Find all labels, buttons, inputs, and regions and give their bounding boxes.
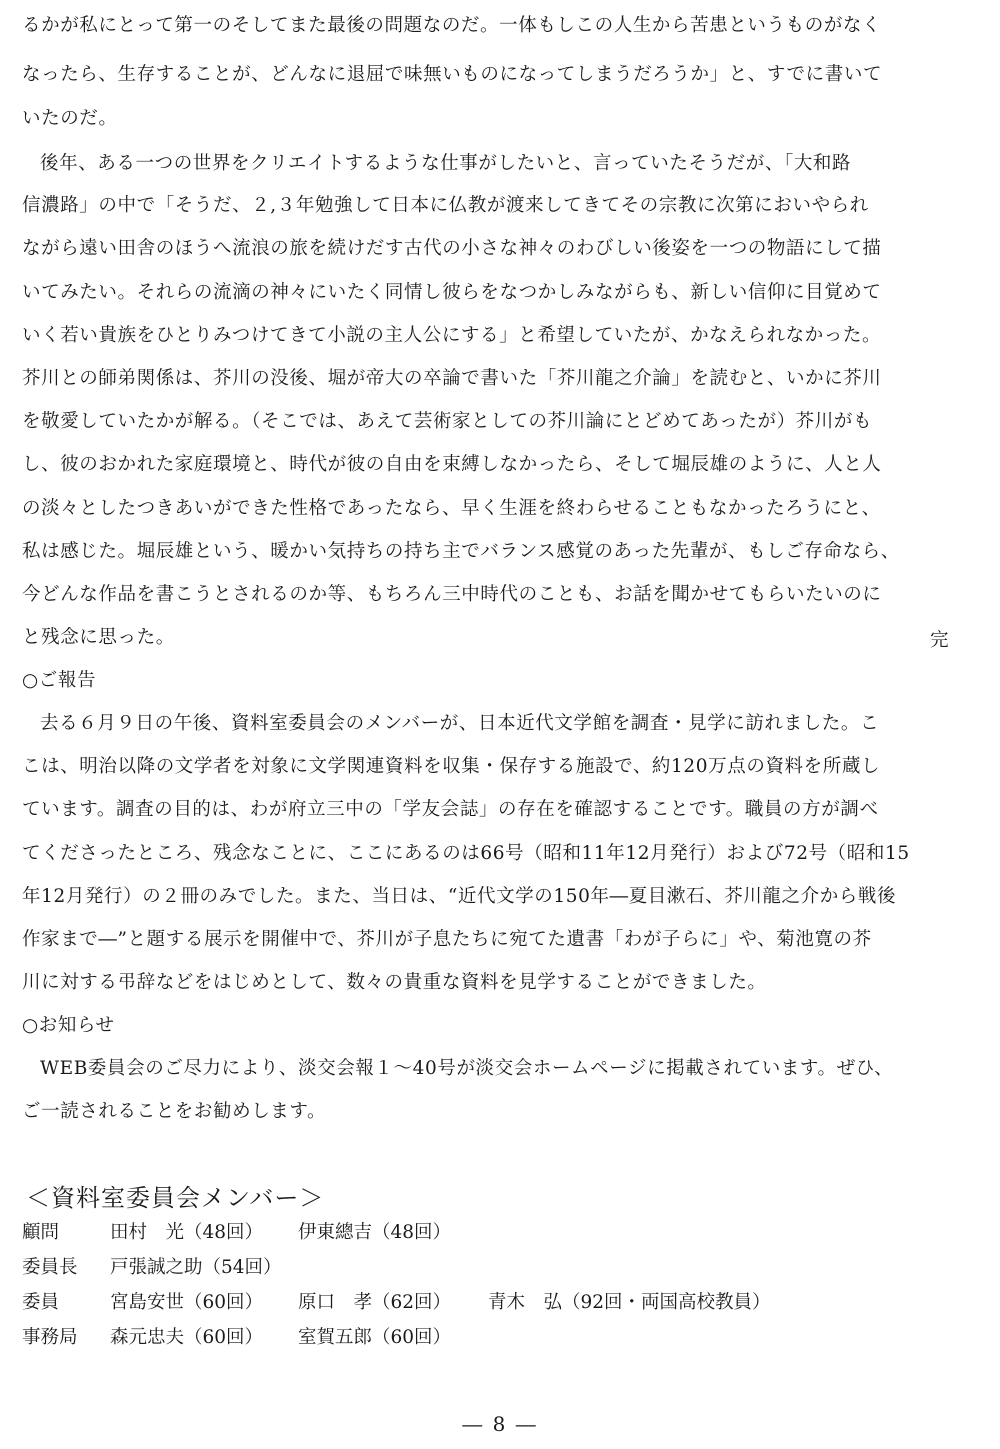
committee-member: 戸張誠之助（54回）	[110, 1257, 282, 1278]
committee-role: 委員	[22, 1292, 60, 1313]
body-line: の淡々としたつきあいができた性格であったなら、早く生涯を終わらせることもなかったろうにと、	[22, 498, 881, 519]
notice-line: ご一読されることをお勧めします。	[22, 1101, 327, 1122]
notice-heading: ○お知らせ	[22, 1015, 115, 1036]
body-line: 後年、ある一つの世界をクリエイトするような仕事がしたいと、言っていたそうだが、「大和路	[40, 153, 852, 174]
body-line: 私は感じた。堀辰雄という、暖かい気持ちの持ち主でバランス感覚のあった先輩が、もしご存命なら、	[22, 541, 900, 562]
committee-title: ＜資料室委員会メンバー＞	[26, 1184, 325, 1212]
body-line: いたのだ。	[22, 108, 118, 129]
report-heading: ○ご報告	[22, 670, 97, 691]
body-line: 信濃路」の中で「そうだ、２,３年勉強して日本に仏教が渡来してきてその宗教に次第においやられ	[22, 195, 869, 216]
page-number: ― 8 ―	[462, 1412, 538, 1436]
committee-member: 伊東總吉（48回）	[298, 1222, 452, 1243]
committee-member: 室賀五郎（60回）	[298, 1327, 452, 1348]
committee-member: 宮島安世（60回）	[110, 1292, 264, 1313]
body-line: 芥川との師弟関係は、芥川の没後、堀が帝大の卒論で書いた「芥川龍之介論」を読むと、いかに芥川	[22, 368, 882, 389]
report-line: 川に対する弔辞などをはじめとして、数々の貴重な資料を見学することができました。	[22, 972, 767, 993]
committee-role: 事務局	[22, 1327, 78, 1348]
body-line: 今どんな作品を書こうとされるのか等、もちろん三中時代のことも、お話を聞かせてもらいたいのに	[22, 584, 882, 605]
body-line: るかが私にとって第一のそしてまた最後の問題なのだ。一体もしこの人生から苦患というものがなく	[22, 15, 882, 36]
body-line: と残念に思った。	[22, 627, 175, 648]
report-line: 去る６月９日の午後、資料室委員会のメンバーが、日本近代文学館を調査・見学に訪れました。こ	[40, 713, 880, 734]
committee-member: 森元忠夫（60回）	[110, 1327, 264, 1348]
body-line: いく若い貴族をひとりみつけてきて小説の主人公にする」と希望していたが、かなえられなかった。	[22, 325, 882, 346]
body-line: を敬愛していたかが解る。（そこでは、あえて芸術家としての芥川論にとどめてあったが）芥川がも	[22, 411, 873, 432]
body-line: ながら遠い田舎のほうへ流浪の旅を続けだす古代の小さな神々のわびしい後姿を一つの物語にして描	[22, 238, 882, 259]
notice-line: WEB委員会のご尽力により、淡交会報１～40号が淡交会ホームページに掲載されています。ぜひ、	[40, 1058, 894, 1079]
report-line: こは、明治以降の文学者を対象に文学関連資料を収集・保存する施設で、約120万点の資料を所蔵し	[22, 756, 881, 777]
end-mark: 完	[930, 630, 949, 651]
committee-member: 原口 孝（62回）	[298, 1292, 452, 1313]
report-line: ています。調査の目的は、わが府立三中の「学友会誌」の存在を確認することです。職員の方が調べ	[22, 799, 879, 820]
committee-role: 委員長	[22, 1257, 78, 1278]
body-line: なったら、生存することが、どんなに退屈で味無いものになってしまうだろうか」と、すでに書いて	[22, 64, 883, 85]
report-line: てくださったところ、残念なことに、ここにあるのは66号（昭和11年12月発行）および72号（昭和15	[22, 843, 910, 864]
body-line: し、彼のおかれた家庭環境と、時代が彼の自由を束縛しなかったら、そして堀辰雄のように、人と人	[22, 454, 882, 475]
committee-role: 顧問	[22, 1222, 60, 1243]
committee-member: 青木 弘（92回・両国高校教員）	[488, 1292, 771, 1313]
committee-member: 田村 光（48回）	[110, 1222, 264, 1243]
report-line: 年12月発行）の２冊のみでした。また、当日は、“近代文学の150年―夏目漱石、芥川龍之介から戦後	[22, 886, 897, 907]
report-line: 作家まで―”と題する展示を開催中で、芥川が子息たちに宛てた遺書「わが子らに」や、菊池寛の芥	[22, 929, 872, 950]
body-line: いてみたい。それらの流滴の神々にいたく同情し彼らをなつかしみながらも、新しい信仰に目覚めて	[22, 282, 882, 303]
